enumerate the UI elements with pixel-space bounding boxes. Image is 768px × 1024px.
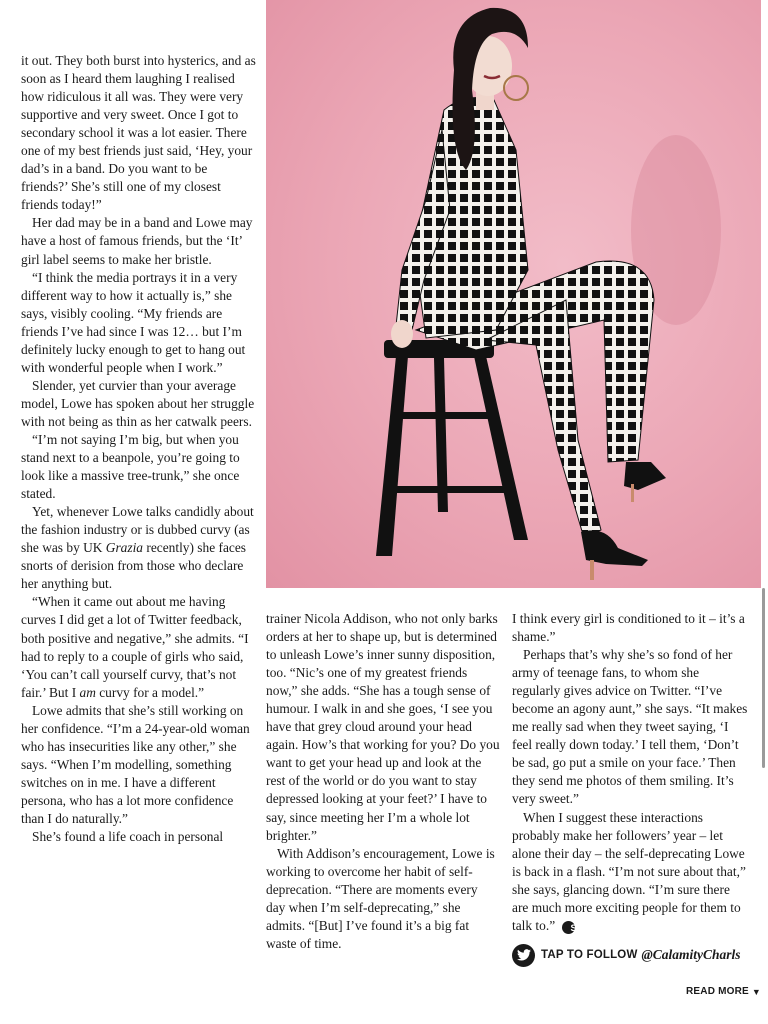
paragraph: “I’m not saying I’m big, but when you stand next to a beanpole, you’re going to look like a massive tree-trunk,” she once stated. [21,431,240,502]
twitter-bird-icon[interactable] [512,944,535,967]
arrow-down-icon: ▼ [751,986,762,997]
paragraph: it out. They both burst into hysterics, and as soon as I heard them laughing I realised how ridiculous it all was. They were very supportive and very sweet. Once I got to secondary school it was a lot easier. There one of my best friends just said, ‘Hey, your dad’s in a band. Do you want to be friends?’ She’s still one of my closest friends today!” [21,53,256,213]
paragraph: Perhaps that’s why she’s so fond of her army of teenage fans, to whom she regularly gives advice on Twitter. “I’ve become an agony aunt,” she says. “It makes me really sad when they tweet saying, ‘I feel really down today.’ I tell them, ‘Don’t be sad, go put a smile on your face.’ Then they send me photos of them smiling. It’s very sweet.” [512,647,748,807]
paragraph: Her dad may be in a band and Lowe may have a host of famous friends, but the ‘It’ girl label seems to make her bristle. [21,215,253,267]
end-mark-icon: S [562,921,575,934]
paragraph: Slender, yet curvier than your average model, Lowe has spoken about her struggle with not being as thin as her catwalk peers. [21,377,255,429]
read-more-button[interactable] [686,986,761,997]
hand [391,320,413,348]
read-more-label[interactable]: READ MORE [686,986,749,997]
paragraph: When I suggest these interactions probably make her followers’ year – let alone their day – the self-deprecating Lowe is back in a flash. “I’m not sure about that,” she says, glancing down. “I’m sure there are much more exciting people for them to talk to.” S [512,809,746,933]
bar-stool [376,340,528,556]
paragraph: With Addison’s encouragement, Lowe is working to overcome her habit of self-deprecation. “There are moments every day when I’m self-deprecating,” she admits. “[But] I’ve found it’s a big fat waste of time. [266,845,495,951]
article-column-2 [266,610,500,953]
fashion-photo [266,0,761,588]
follow-link[interactable] [512,942,741,968]
paragraph: “When it came out about me having curves I did get a lot of Twitter feedback, both positive and negative,” she admits. “I had to reply to a couple of girls who said, ‘You can’t call yourself curvy, that’s not fair.’ But I am curvy for a model.” [21,594,249,700]
paragraph: I think every girl is conditioned to it – it’s a shame.” [512,611,745,645]
paragraph: Lowe admits that she’s still working on her confidence. “I’m a 24-year-old woman who has insecurities like any other,” she says. “When I’m modelling, something switches on in me. I have a different persona, who has a lot more confidence than I do naturally.” [21,702,250,826]
photo-illustration [266,0,761,588]
paragraph: Yet, whenever Lowe talks candidly about the fashion industry or is dubbed curvy (as she was by UK Grazia recently) she faces snorts of derision from those who declare her anything but. [21,504,254,592]
paragraph: trainer Nicola Addison, who not only barks orders at her to shape up, but is determined to unleash Lowe’s inner sunny disposition, too. “Nic’s one of my greatest friends now,” she adds. “She has a tough sense of humour. I walk in and she goes, ‘I see you have that grey cloud around your head again. How’s that working for you? Do you want to get your head up and look at the rest of the world or do you want to stay depressed looking at your feet?’ I have to say, since meeting her I’m a whole lot brighter.” [266,611,500,843]
paragraph: She’s found a life coach in personal [32,829,224,845]
follow-label[interactable]: TAP TO FOLLOW [541,949,638,961]
twitter-handle[interactable]: @CalamityCharls [641,947,741,962]
earring [504,76,528,100]
scrollbar[interactable] [762,588,765,768]
article-column-1 [21,52,257,846]
article-column-3 [512,610,748,935]
paragraph: “I think the media portrays it in a very different way to how it actually is,” she says, visibly cooling. “My friends are friends I’ve had since I was 12… but I’m definitely lucky enough to get to hang out with wonderful people when I work.” [21,269,246,375]
